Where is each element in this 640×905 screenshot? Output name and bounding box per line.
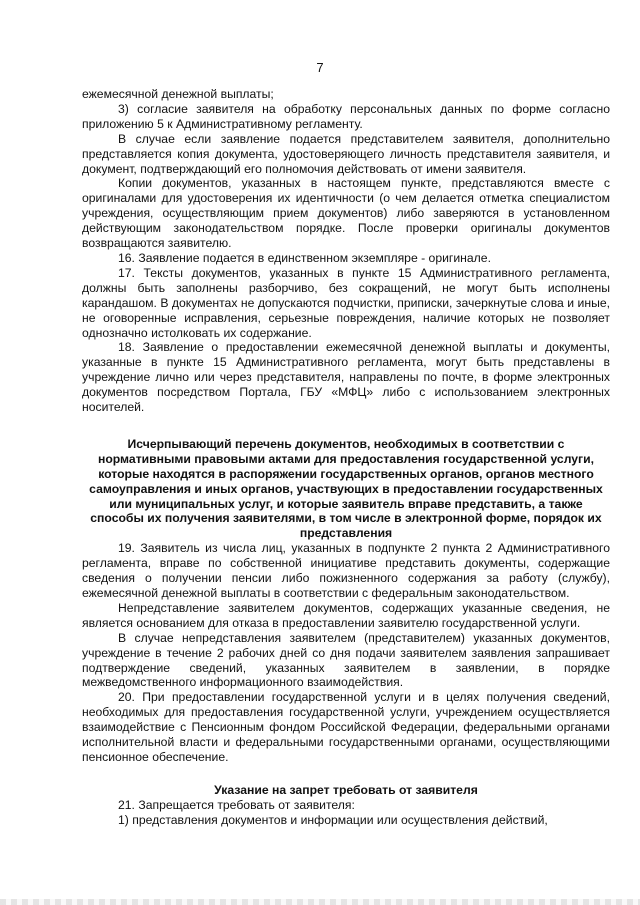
paragraph: ежемесячной денежной выплаты; (82, 87, 274, 101)
paragraph: 17. Тексты документов, указанных в пункте 15 Административного регламента, должны быть заполнены разборчиво, без сокращений, не могут быть исполнены карандашом. В документах не допускаются подчистки, приписки, зачеркнутые слова и иные, не оговоренные исправления, серьезные повреждения, наличие которых не позволяет однозначно истолковать их содержание. (82, 265, 610, 340)
paragraph: 1) представления документов и информации или осуществления действий, (118, 812, 548, 827)
page-number: 7 (316, 60, 324, 75)
paragraph: В случае непредставления заявителем (представителем) указанных документов, учреждение в течение 2 рабочих дней со дня подачи заявителем заявления запрашивает подтверждение сведений, указанных заявителем в заявлении, в порядке межведомственного информационного взаимодействия. (82, 630, 610, 690)
paragraph: Копии документов, указанных в настоящем пункте, представляются вместе с оригиналами для удостоверения их идентичности (о чем делается отметка специалистом учреждения, осуществляющим прием документов) либо заверяются в установленном действующим законодательством порядке. После проверки оригиналы документов возвращаются заявителю. (82, 176, 610, 251)
paragraph: 16. Заявление подается в единственном экземпляре - оригинале. (118, 250, 491, 265)
paragraph: В случае если заявление подается представителем заявителя, дополнительно представляется копия документа, удостоверяющего личность представителя заявителя, и документ, подтверждающий его полномочия действовать от имени заявителя. (82, 131, 610, 176)
document-body (82, 87, 610, 828)
paragraph: 3) согласие заявителя на обработку персональных данных по форме согласно приложению 5 к Административному регламенту. (82, 101, 610, 131)
scan-edge (0, 899, 640, 905)
section-heading: Исчерпывающий перечень документов, необходимых в соответствии с нормативными правовыми актами для предоставления государственной услуги, которые находятся в распоряжении государственных органов, органов местного самоуправления и иных органов, участвующих в предоставлении государственных или муниципальных услуг, и которые заявитель вправе представить, а также способы их получения заявителями, в том числе в электронной форме, порядок их представления (89, 436, 603, 541)
paragraph: Непредставление заявителем документов, содержащих указанные сведения, не является основанием для отказа в предоставлении заявителю государственной услуги. (82, 600, 610, 630)
paragraph: 19. Заявитель из числа лиц, указанных в подпункте 2 пункта 2 Административного регламента, вправе по собственной инициативе представить документы, содержащие сведения о получении пенсии либо пожизненного содержания за работу (службу), ежемесячной денежной выплаты в соответствии с федеральным законодательством. (82, 541, 610, 600)
section-heading: Указание на запрет требовать от заявителя (214, 782, 478, 797)
paragraph: 18. Заявление о предоставлении ежемесячной денежной выплаты и документы, указанные в пункте 15 Административного регламента, могут быть представлены в учреждение лично или через представителя, направлены по почте, в форме электронных документов посредством Портала, ГБУ «МФЦ» либо с использованием электронных носителей. (82, 340, 610, 415)
paragraph: 21. Запрещается требовать от заявителя: (118, 797, 355, 812)
paragraph: 20. При предоставлении государственной услуги и в целях получения сведений, необходимых для предоставления государственной услуги, учреждением осуществляется взаимодействие с Пенсионным фондом Российской Федерации, федеральными органами исполнительной власти и федеральными государственными органами, осуществляющими пенсионное обеспечение. (82, 690, 610, 764)
